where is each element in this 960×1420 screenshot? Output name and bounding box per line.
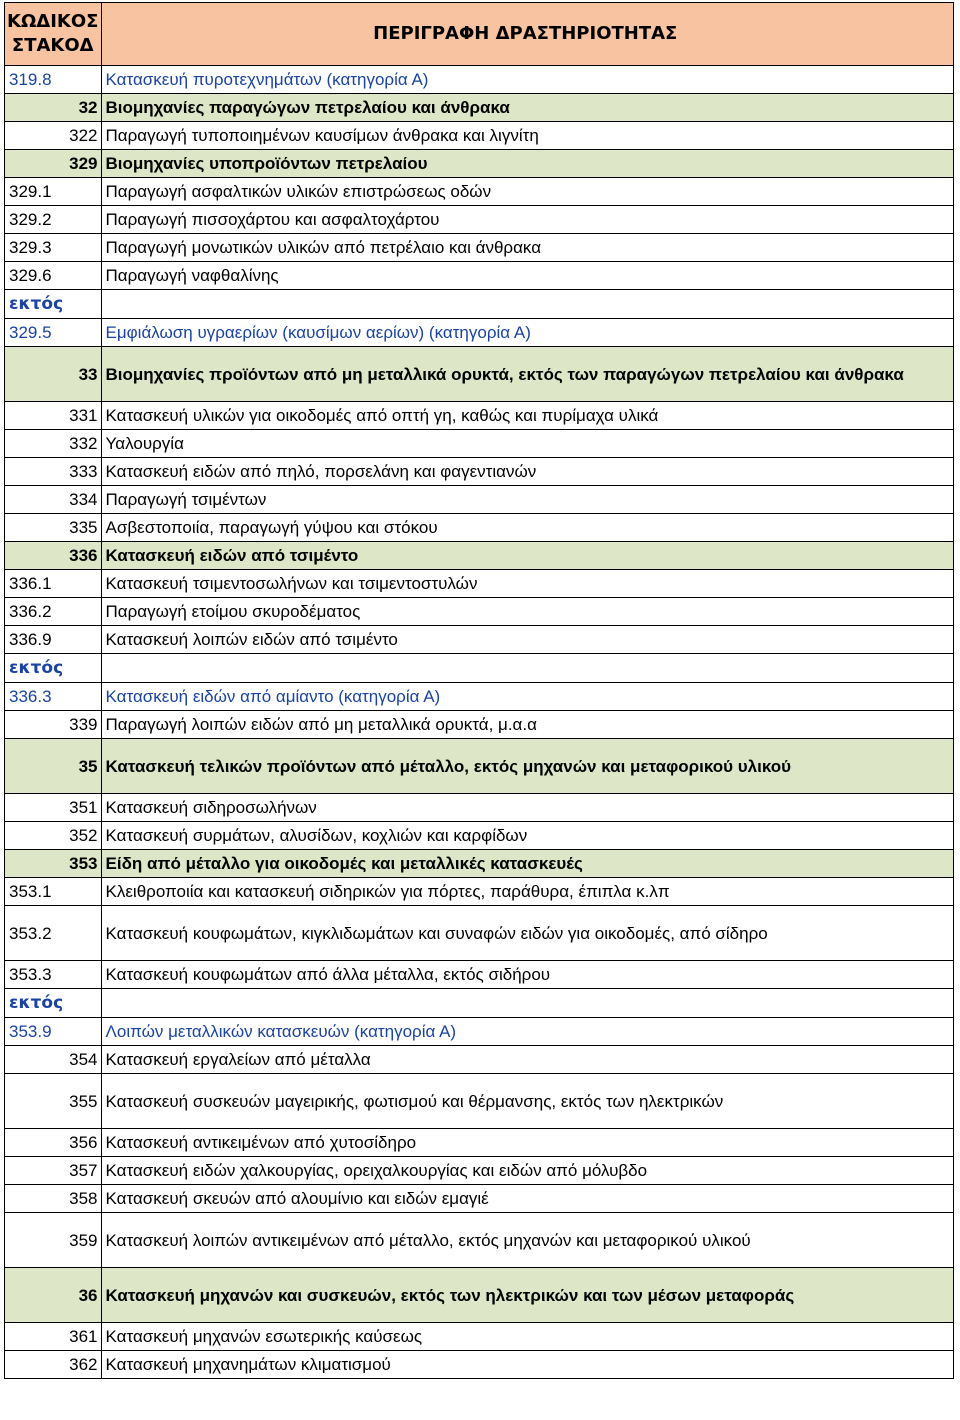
description-cell: Κατασκευή σκευών από αλουμίνιο και ειδών εμαγιέ [101,1185,953,1213]
description-cell: Κατασκευή κουφωμάτων από άλλα μέταλλα, εκτός σιδήρου [101,961,953,989]
table-row [5,66,954,94]
description-cell: Κατασκευή εργαλείων από μέταλλα [101,1046,953,1074]
code-cell: 35 [5,739,102,794]
description-cell: Παραγωγή πισσοχάρτου και ασφαλτοχάρτου [101,206,953,234]
table-row [5,178,954,206]
category-group-row [5,542,954,570]
description-cell: Βιομηχανίες προϊόντων από μη μεταλλικά ορυκτά, εκτός των παραγώγων πετρελαίου και άνθρακα [101,347,953,402]
description-cell: Κατασκευή μηχανημάτων κλιματισμού [101,1351,953,1379]
table-row [5,1129,954,1157]
exclusion-marker-row [5,654,954,683]
exclusion-marker-row [5,989,954,1018]
description-cell: Παραγωγή λοιπών ειδών από μη μεταλλικά ορυκτά, μ.α.α [101,711,953,739]
code-cell: 329.1 [5,178,102,206]
code-cell: 333 [5,458,102,486]
code-cell: 336.9 [5,626,102,654]
description-cell: Κατασκευή τελικών προϊόντων από μέταλλο, εκτός μηχανών και μεταφορικού υλικού [101,739,953,794]
description-cell: Κατασκευή μηχανών εσωτερικής καύσεως [101,1323,953,1351]
description-cell: Κατασκευή πυροτεχνημάτων (κατηγορία Α) [101,66,953,94]
description-cell: Παραγωγή ναφθαλίνης [101,262,953,290]
table-row [5,878,954,906]
code-cell: 334 [5,486,102,514]
description-cell [101,654,953,683]
description-cell: Παραγωγή μονωτικών υλικών από πετρέλαιο και άνθρακα [101,234,953,262]
code-cell: 361 [5,1323,102,1351]
exclusion-label: εκτός [5,654,102,683]
description-cell: Κατασκευή συσκευών μαγειρικής, φωτισμού και θέρμανσης, εκτός των ηλεκτρικών [101,1074,953,1129]
category-group-row [5,1268,954,1323]
header-code-cell: ΚΩΔΙΚΟΣ ΣΤΑΚΟΔ [5,3,102,66]
description-cell: Εμφιάλωση υγραερίων (καυσίμων αερίων) (κατηγορία Α) [101,319,953,347]
table-row [5,206,954,234]
code-cell: 353.3 [5,961,102,989]
code-cell: 355 [5,1074,102,1129]
code-cell: 319.8 [5,66,102,94]
table-row [5,319,954,347]
code-cell: 329.3 [5,234,102,262]
code-cell: 356 [5,1129,102,1157]
code-cell: 358 [5,1185,102,1213]
activity-code-table [4,2,954,1379]
table-row [5,711,954,739]
table-row [5,1185,954,1213]
description-cell: Λοιπών μεταλλικών κατασκευών (κατηγορία Α) [101,1018,953,1046]
code-cell: 352 [5,822,102,850]
code-cell: 353.1 [5,878,102,906]
description-cell: Παραγωγή ασφαλτικών υλικών επιστρώσεως οδών [101,178,953,206]
description-cell: Κατασκευή συρμάτων, αλυσίδων, κοχλιών και καρφίδων [101,822,953,850]
table-row [5,794,954,822]
description-cell: Κατασκευή ειδών χαλκουργίας, ορειχαλκουργίας και ειδών από μόλυβδο [101,1157,953,1185]
category-group-row [5,150,954,178]
code-cell: 357 [5,1157,102,1185]
description-cell: Παραγωγή τσιμέντων [101,486,953,514]
table-row [5,822,954,850]
description-cell: Παραγωγή ετοίμου σκυροδέματος [101,598,953,626]
code-cell: 336 [5,542,102,570]
category-group-row [5,850,954,878]
description-cell: Κατασκευή κουφωμάτων, κιγκλιδωμάτων και συναφών ειδών για οικοδομές, από σίδηρο [101,906,953,961]
table-row [5,122,954,150]
code-cell: 353.2 [5,906,102,961]
code-cell: 336.1 [5,570,102,598]
code-cell: 32 [5,94,102,122]
table-row [5,598,954,626]
code-cell: 362 [5,1351,102,1379]
exclusion-label: εκτός [5,989,102,1018]
code-cell: 351 [5,794,102,822]
description-cell: Κατασκευή υλικών για οικοδομές από οπτή γη, καθώς και πυρίμαχα υλικά [101,402,953,430]
description-cell: Παραγωγή τυποποιημένων καυσίμων άνθρακα και λιγνίτη [101,122,953,150]
table-row [5,961,954,989]
code-cell: 329.2 [5,206,102,234]
description-cell: Βιομηχανίες υποπροϊόντων πετρελαίου [101,150,953,178]
table-row [5,626,954,654]
table-row [5,906,954,961]
category-group-row [5,347,954,402]
description-cell [101,989,953,1018]
code-cell: 354 [5,1046,102,1074]
code-cell: 33 [5,347,102,402]
code-cell: 329.5 [5,319,102,347]
code-cell: 331 [5,402,102,430]
code-cell: 336.3 [5,683,102,711]
table-row [5,570,954,598]
exclusion-marker-row [5,290,954,319]
code-cell: 353.9 [5,1018,102,1046]
table-row [5,1074,954,1129]
description-cell: Ασβεστοποιία, παραγωγή γύψου και στόκου [101,514,953,542]
table-row [5,430,954,458]
table-row [5,1046,954,1074]
description-cell: Κατασκευή τσιμεντοσωλήνων και τσιμεντοστυλών [101,570,953,598]
code-cell: 329 [5,150,102,178]
description-cell: Κατασκευή μηχανών και συσκευών, εκτός των ηλεκτρικών και των μέσων μεταφοράς [101,1268,953,1323]
table-row [5,1351,954,1379]
code-cell: 332 [5,430,102,458]
description-cell [101,290,953,319]
code-cell: 322 [5,122,102,150]
description-cell: Είδη από μέταλλο για οικοδομές και μεταλλικές κατασκευές [101,850,953,878]
description-cell: Βιομηχανίες παραγώγων πετρελαίου και άνθρακα [101,94,953,122]
table-row [5,514,954,542]
description-cell: Υαλουργία [101,430,953,458]
table-row [5,262,954,290]
exclusion-label: εκτός [5,290,102,319]
header-row [5,3,954,66]
table-row [5,486,954,514]
description-cell: Κλειθροποιία και κατασκευή σιδηρικών για πόρτες, παράθυρα, έπιπλα κ.λπ [101,878,953,906]
code-cell: 359 [5,1213,102,1268]
header-description-cell: ΠΕΡΙΓΡΑΦΗ ΔΡΑΣΤΗΡΙΟΤΗΤΑΣ [101,3,953,66]
table-row [5,234,954,262]
code-cell: 336.2 [5,598,102,626]
table-row [5,1213,954,1268]
code-cell: 335 [5,514,102,542]
category-group-row [5,739,954,794]
description-cell: Κατασκευή ειδών από τσιμέντο [101,542,953,570]
table-row [5,402,954,430]
table-body [5,66,954,1379]
table-row [5,683,954,711]
category-group-row [5,94,954,122]
description-cell: Κατασκευή λοιπών αντικειμένων από μέταλλο, εκτός μηχανών και μεταφορικού υλικού [101,1213,953,1268]
code-cell: 329.6 [5,262,102,290]
code-cell: 36 [5,1268,102,1323]
table-row [5,1157,954,1185]
description-cell: Κατασκευή σιδηροσωλήνων [101,794,953,822]
table-row [5,1323,954,1351]
table-row [5,458,954,486]
description-cell: Κατασκευή ειδών από πηλό, πορσελάνη και φαγεντιανών [101,458,953,486]
code-cell: 339 [5,711,102,739]
description-cell: Κατασκευή ειδών από αμίαντο (κατηγορία Α) [101,683,953,711]
description-cell: Κατασκευή αντικειμένων από χυτοσίδηρο [101,1129,953,1157]
code-cell: 353 [5,850,102,878]
description-cell: Κατασκευή λοιπών ειδών από τσιμέντο [101,626,953,654]
table-row [5,1018,954,1046]
